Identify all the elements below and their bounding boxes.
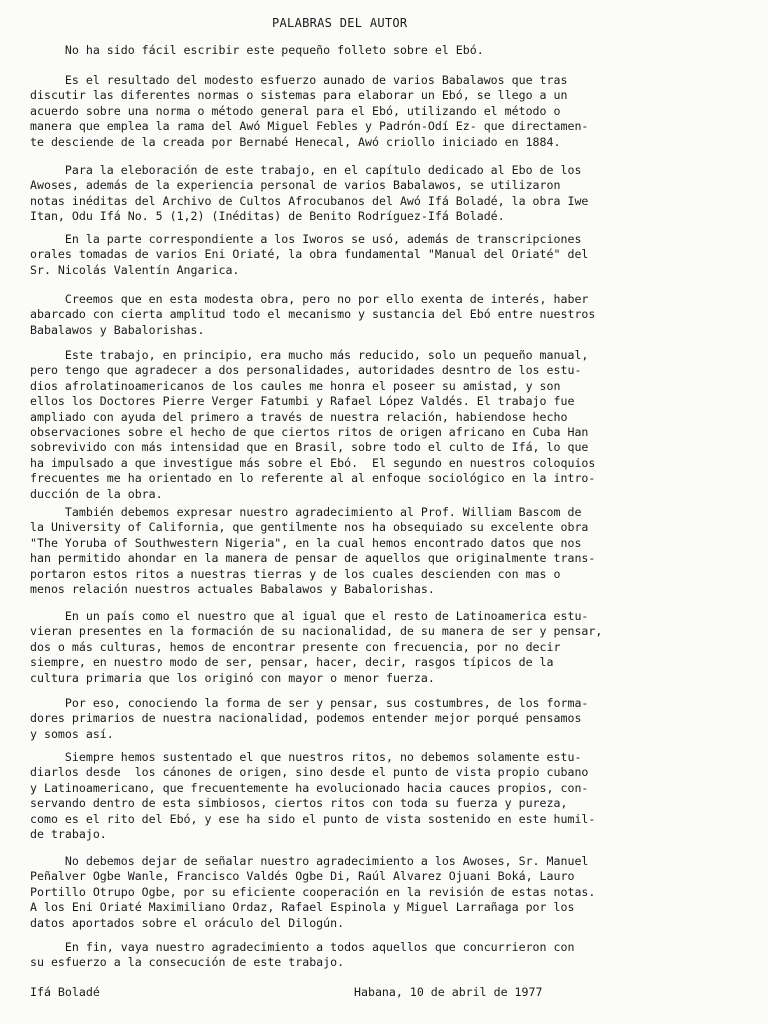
- text-line: y Latinoamericano, que frecuentemente ha evolucionado hacia cauces propios, con-: [30, 780, 589, 795]
- paragraph: [30, 609, 742, 686]
- text-line: su esfuerzo a la consecución de este trabajo.: [30, 955, 345, 970]
- text-line: Itan, Odu Ifá No. 5 (1,2) (Inéditas) de Benito Rodríguez-Ifá Boladé.: [30, 209, 505, 224]
- text-line: dios afrolatinoamericanos de los caules me honra el poseer su amistad, y son: [30, 378, 561, 393]
- text-line: ampliado con ayuda del primero a través de nuestra relación, habiendose hecho: [30, 409, 568, 424]
- text-line: En fin, vaya nuestro agradecimiento a todos aquellos que concurrieron con: [30, 940, 575, 954]
- text-line: observaciones sobre el hecho de que ciertos ritos de origen africano en Cuba Han: [30, 425, 589, 440]
- paragraph: [30, 505, 742, 597]
- page-title: PALABRAS DEL AUTOR: [272, 16, 408, 30]
- text-line: dores primarios de nuestra nacionalidad, podemos entender mejor porqué pensamos: [30, 711, 582, 726]
- text-line: cultura primaria que los originó con mayor o menor fuerza.: [30, 670, 435, 685]
- text-line: como es el rito del Ebó, y ese ha sido el punto de vista sostenido en este humil-: [30, 811, 596, 826]
- text-line: te desciende de la creada por Bernabé Henecal, Awó criollo iniciado en 1884.: [30, 134, 561, 149]
- paragraph: [30, 750, 742, 842]
- paragraph: [30, 43, 742, 58]
- text-line: han permitido ahondar en la manera de pensar de aquellos que originalmente trans-: [30, 551, 596, 566]
- text-line: También debemos expresar nuestro agradecimiento al Prof. William Bascom de: [30, 505, 582, 519]
- text-line: datos aportados sobre el oráculo del Dilogún.: [30, 915, 345, 930]
- text-line: de trabajo.: [30, 827, 107, 842]
- text-line: Por eso, conociendo la forma de ser y pensar, sus costumbres, de los forma-: [30, 696, 589, 710]
- paragraph: [30, 940, 742, 971]
- paragraph: [30, 232, 742, 278]
- text-line: diarlos desde los cánones de origen, sino desde el punto de vista propio cubano: [30, 765, 589, 780]
- text-line: discutir las diferentes normas o sistemas para elaborar un Ebó, se llego a un: [30, 88, 568, 103]
- text-line: A los Eni Oriaté Maximiliano Ordaz, Rafael Espinola y Miguel Larrañaga por los: [30, 900, 575, 915]
- text-line: Awoses, además de la experiencia personal de varios Babalawos, se utilizaron: [30, 178, 561, 193]
- text-line: "The Yoruba of Southwestern Nigeria", en la cual hemos encontrado datos que nos: [30, 535, 582, 550]
- author-signature: Ifá Boladé: [30, 985, 100, 999]
- text-line: frecuentes me ha orientado en lo referente al al enfoque sociológico en la intro-: [30, 471, 596, 486]
- text-line: vieran presentes en la formación de su nacionalidad, de su manera de ser y pensar,: [30, 624, 603, 639]
- text-line: No ha sido fácil escribir este pequeño folleto sobre el Ebó.: [30, 43, 484, 57]
- text-line: En un país como el nuestro que al igual que el resto de Latinoamerica estu-: [30, 609, 589, 623]
- text-line: dos o más culturas, hemos de encontrar presente con frecuencia, por no decir: [30, 639, 561, 654]
- text-line: la University of California, que gentilmente nos ha obsequiado su excelente obra: [30, 520, 589, 535]
- text-line: Sr. Nicolás Valentín Angarica.: [30, 262, 240, 277]
- text-line: Para la eleboración de este trabajo, en el capítulo dedicado al Ebo de los: [30, 163, 582, 177]
- text-line: acuerdo sobre una norma o método general para el Ebó, utilizando el método o: [30, 103, 561, 118]
- text-line: y somos así.: [30, 726, 114, 741]
- text-line: Es el resultado del modesto esfuerzo aunado de varios Babalawos que tras: [30, 73, 568, 87]
- text-line: orales tomadas de varios Eni Oriaté, la obra fundamental "Manual del Oriaté" del: [30, 247, 589, 262]
- text-line: sobrevivido con más intensidad que en Brasil, sobre todo el culto de Ifá, lo que: [30, 440, 589, 455]
- text-line: menos relación nuestros actuales Babalawos y Babalorishas.: [30, 582, 435, 597]
- place-date: Habana, 10 de abril de 1977: [354, 985, 543, 999]
- text-line: Peñalver Ogbe Wanle, Francisco Valdés Ogbe Di, Raúl Alvarez Ojuani Boká, Lauro: [30, 869, 575, 884]
- text-line: pero tengo que agradecer a dos personalidades, autoridades desntro de los estu-: [30, 363, 582, 378]
- text-line: notas inéditas del Archivo de Cultos Afrocubanos del Awó Ifá Boladé, la obra Iwe: [30, 193, 589, 208]
- text-line: ducción de la obra.: [30, 486, 163, 501]
- text-line: Este trabajo, en principio, era mucho más reducido, solo un pequeño manual,: [30, 348, 589, 362]
- paragraph: [30, 292, 742, 338]
- paragraph: [30, 73, 742, 150]
- paragraph: [30, 348, 742, 502]
- text-line: ellos los Doctores Pierre Verger Fatumbi y Rafael López Valdés. El trabajo fue: [30, 394, 575, 409]
- text-line: Babalawos y Babalorishas.: [30, 322, 205, 337]
- text-line: servando dentro de esta simbiosos, ciertos ritos con toda su fuerza y pureza,: [30, 796, 568, 811]
- text-line: Siempre hemos sustentado el que nuestros ritos, no debemos solamente estu-: [30, 750, 582, 764]
- text-line: portaron estos ritos a nuestras tierras y de los cuales descienden con mas o: [30, 566, 561, 581]
- text-line: Portillo Otrupo Ogbe, por su eficiente cooperación en la revisión de estas notas.: [30, 884, 596, 899]
- text-line: En la parte correspondiente a los Iworos se usó, además de transcripciones: [30, 232, 582, 246]
- text-line: ha impulsado a que investigue más sobre el Ebó. El segundo en nuestros coloquios: [30, 455, 596, 470]
- paragraph: [30, 163, 742, 225]
- paragraph: [30, 696, 742, 742]
- text-line: siempre, en nuestro modo de ser, pensar, hacer, decir, rasgos típicos de la: [30, 655, 554, 670]
- text-line: Creemos que en esta modesta obra, pero no por ello exenta de interés, haber: [30, 292, 589, 306]
- text-line: No debemos dejar de señalar nuestro agradecimiento a los Awoses, Sr. Manuel: [30, 854, 589, 868]
- text-line: manera que emplea la rama del Awó Miguel Febles y Padrón-Odí Ez- que directamen-: [30, 119, 589, 134]
- text-line: abarcado con cierta amplitud todo el mecanismo y sustancia del Ebó entre nuestros: [30, 307, 596, 322]
- paragraph: [30, 854, 742, 931]
